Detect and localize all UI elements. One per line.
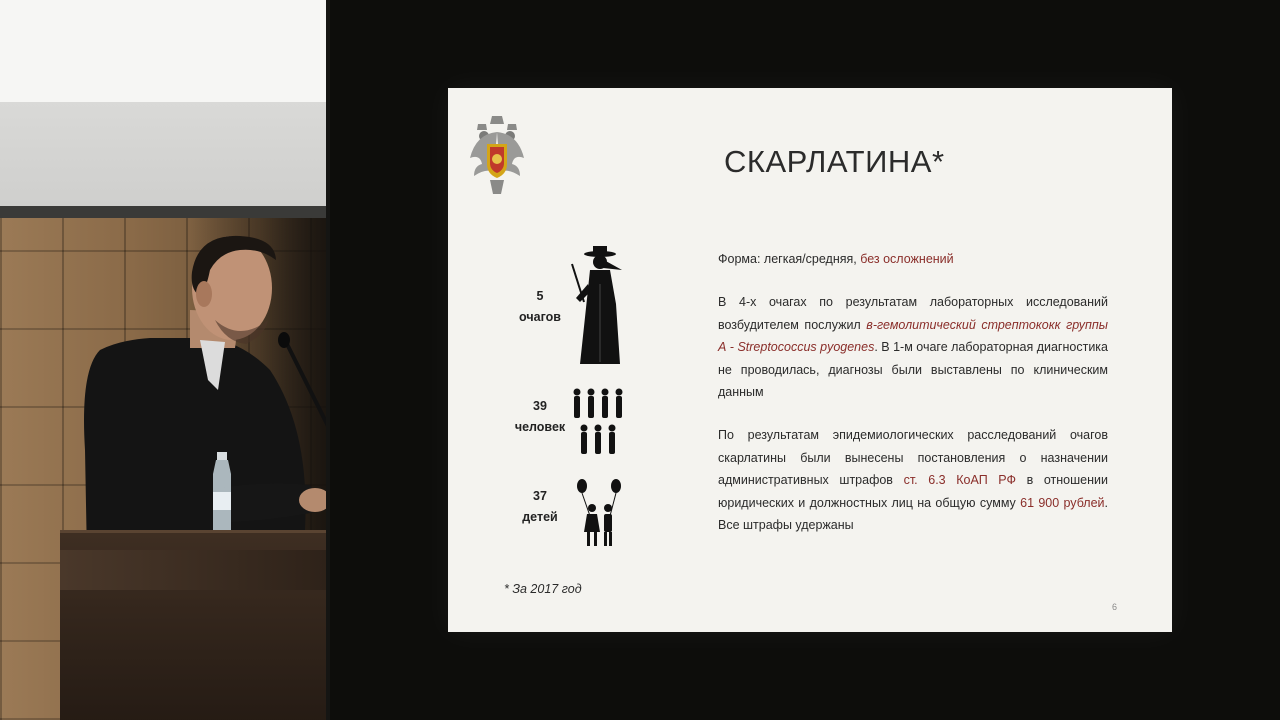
- footnote: * За 2017 год: [504, 582, 582, 596]
- stat-value: 39: [533, 399, 547, 413]
- stat-label: человек: [514, 420, 566, 434]
- stat-label: очагов: [519, 310, 561, 324]
- para2-text-2: в отношении юридических и должностных лиц на общую сумму: [718, 473, 1108, 510]
- slide-title: СКАРЛАТИНА*: [724, 144, 945, 179]
- page-number: 6: [1112, 602, 1118, 612]
- form-prefix: Форма: легкая/средняя,: [718, 252, 861, 266]
- fine-amount: 61 900 рублей: [1020, 495, 1105, 510]
- stat-value: 37: [533, 489, 547, 503]
- law-article: ст. 6.3 КоАП РФ: [903, 473, 1016, 487]
- frame-divider: [326, 0, 330, 720]
- people-group-icon: [572, 388, 628, 458]
- stat-people: [504, 396, 576, 438]
- water-bottle: [207, 452, 237, 532]
- presenter-photo: [0, 0, 328, 720]
- stat-value: 5: [536, 289, 544, 303]
- paragraph-fines: [718, 424, 1108, 537]
- children-balloons-icon: [576, 478, 624, 548]
- background-screen: [0, 0, 326, 102]
- form-highlight: без осложнений: [860, 252, 954, 266]
- pathogen-name: в-гемолитический стрептококк группы А - Streptococcus pyogenes: [718, 317, 1108, 354]
- stat-label: детей: [522, 510, 558, 524]
- background-screen-lower: [0, 102, 326, 206]
- paragraph-lab-results: [718, 291, 1108, 404]
- para2-text: По результатам эпидемиологических расследований очагов скарлатины были вынесены постановления о назначении административных штрафов: [718, 428, 1108, 487]
- para1-text: В 4-х очагах по результатам лабораторных исследований возбудителем послужил: [718, 295, 1108, 332]
- plague-doctor-icon: [566, 244, 628, 366]
- stat-children: [504, 486, 576, 528]
- form-line: [718, 248, 1108, 271]
- podium-edge: [60, 550, 328, 590]
- para2-text-3: . Все штрафы удержаны: [718, 495, 1109, 532]
- screen-frame: [0, 206, 328, 218]
- para1-text-2: . В 1-м очаге лабораторная диагностика не проводилась, диагнозы были выставлены по клиническим данным: [718, 340, 1108, 399]
- coat-of-arms-icon: [468, 114, 526, 196]
- presentation-slide: [448, 88, 1172, 632]
